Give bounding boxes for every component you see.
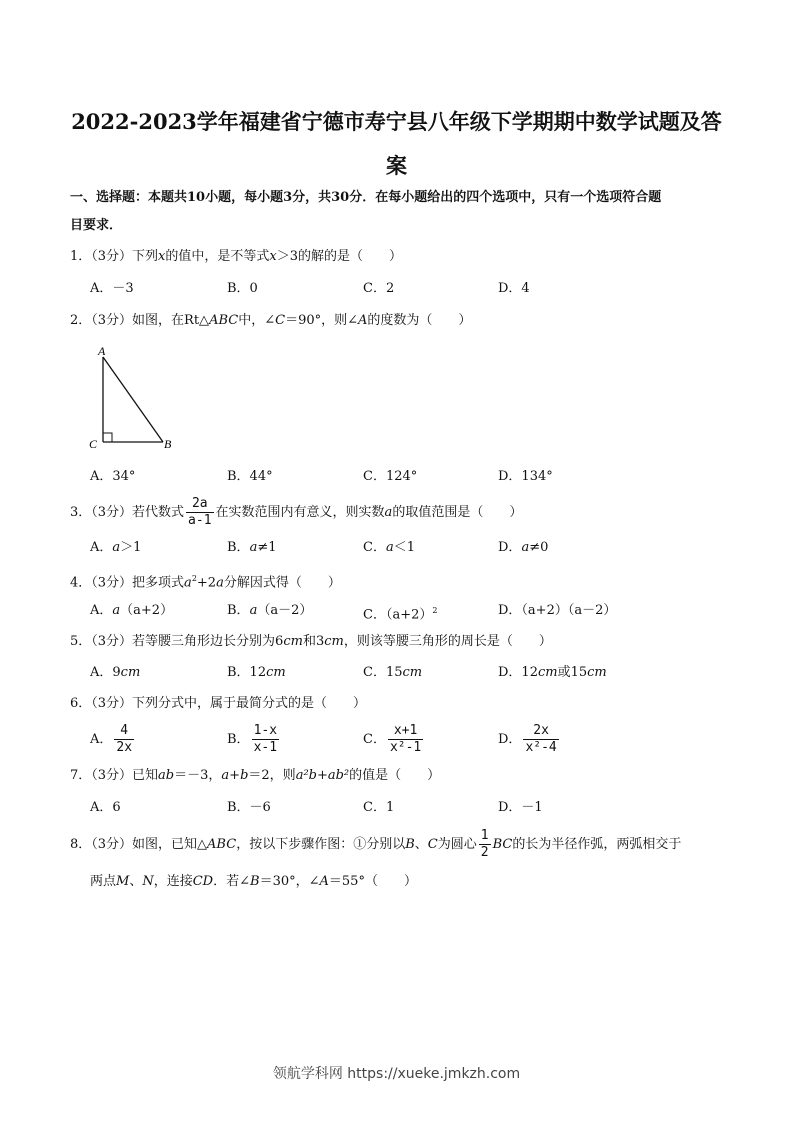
option-d[interactable]: D． $\frac{2x}{\text{x²-4}}$: [498, 723, 557, 755]
right-angle-mark: [103, 433, 112, 442]
option-b[interactable]: B． $\frac{1-x}{x-1}$: [227, 723, 278, 755]
option-c[interactable]: C．124°: [363, 469, 418, 484]
option-c[interactable]: C．$(a+2)^2$: [363, 606, 438, 623]
title-line-1: 2022-2023学年福建省宁德市寿宁县八年级下学期期中数学试题及答: [71, 109, 722, 134]
option-c[interactable]: C．2: [363, 281, 395, 296]
option-c[interactable]: C．1: [363, 800, 395, 815]
vertex-label-c: C: [89, 437, 98, 451]
option-d[interactable]: D．－1: [498, 800, 543, 815]
question-3: 3．（3分）若代数式 $\frac{2a}{a-1}$ 在实数范围内有意义，则实数a的取值范围是（ ）: [70, 496, 523, 528]
option-d[interactable]: D．a≠0: [498, 540, 549, 555]
option-b[interactable]: B．a≠1: [227, 540, 277, 555]
option-d[interactable]: D．（a+2）（a－2）: [498, 603, 617, 618]
vertex-label-b: B: [164, 437, 172, 451]
option-d[interactable]: D．4: [498, 281, 530, 296]
side-ab: [103, 357, 163, 442]
option-b[interactable]: B．－6: [227, 800, 271, 815]
question-8-line-2: 两点M、N，连接CD．若∠B＝30°，∠A＝55°（ ）: [90, 874, 417, 889]
option-a[interactable]: A．34°: [90, 469, 136, 484]
question-3-options: [90, 538, 690, 558]
option-a[interactable]: A．a（a+2）: [90, 603, 174, 618]
option-c[interactable]: C．15cm: [363, 665, 423, 680]
question-2-options: [90, 467, 690, 487]
right-triangle-figure: [85, 340, 185, 455]
option-a[interactable]: A． $\frac{4}{2x}$: [90, 723, 133, 755]
option-a[interactable]: A．9cm: [90, 665, 141, 680]
question-6-options: [90, 720, 690, 760]
option-b[interactable]: B．0: [227, 281, 258, 296]
question-8: 8．（3分）如图，已知△ABC，按以下步骤作图：①分别以B、C为圆心 $\frac{1}{2}$ BC的长为半径作弧，两弧相交于: [70, 828, 682, 860]
question-1-options: [90, 279, 690, 299]
question-2: 2．（3分）如图，在Rt△ABC中，∠C＝90°，则∠A的度数为（ ）: [70, 313, 472, 328]
option-a[interactable]: A．－3: [90, 281, 134, 296]
document-title: [40, 100, 753, 188]
option-a[interactable]: A．6: [90, 800, 121, 815]
title-line-2: 案: [386, 153, 407, 178]
fraction: $\frac{2a}{a-1}$: [188, 496, 212, 528]
option-b[interactable]: B．a（a－2）: [227, 603, 313, 618]
question-4-options: [90, 601, 690, 621]
option-d[interactable]: D．12cm或15cm: [498, 665, 607, 680]
fraction: $\frac{1}{2}$: [480, 828, 489, 860]
option-d[interactable]: D．134°: [498, 469, 553, 484]
question-7: 7．（3分）已知ab＝－3，a+b＝2，则a²b+ab²的值是（ ）: [70, 768, 441, 783]
option-c[interactable]: C．a＜1: [363, 540, 415, 555]
question-7-options: [90, 798, 690, 818]
footer-watermark: 领航学科网 https://xueke.jmkzh.com: [272, 1066, 521, 1082]
option-b[interactable]: B．12cm: [227, 665, 286, 680]
question-5: 5．（3分）若等腰三角形边长分别为6cm和3cm，则该等腰三角形的周长是（ ）: [70, 634, 552, 649]
question-5-options: [90, 663, 690, 683]
option-b[interactable]: B．44°: [227, 469, 273, 484]
vertex-label-a: A: [98, 344, 106, 358]
question-6: 6．（3分）下列分式中，属于最简分式的是（ ）: [70, 696, 367, 711]
option-c[interactable]: C． $\frac{x+1}{\text{x²-1}}$: [363, 723, 422, 755]
section-heading-line-2: 目要求．: [70, 218, 123, 233]
option-a[interactable]: A．a＞1: [90, 540, 142, 555]
question-1: 1．（3分）下列x的值中，是不等式x＞3的解的是（ ）: [70, 249, 403, 264]
section-heading: [70, 184, 730, 240]
section-heading-line-1: 一、选择题：本题共10小题，每小题3分，共30分．在每小题给出的四个选项中，只有一个选项符合题: [70, 190, 662, 205]
question-4: 4．（3分）把多项式$a^2+2a$分解因式得（ ）: [70, 574, 341, 591]
